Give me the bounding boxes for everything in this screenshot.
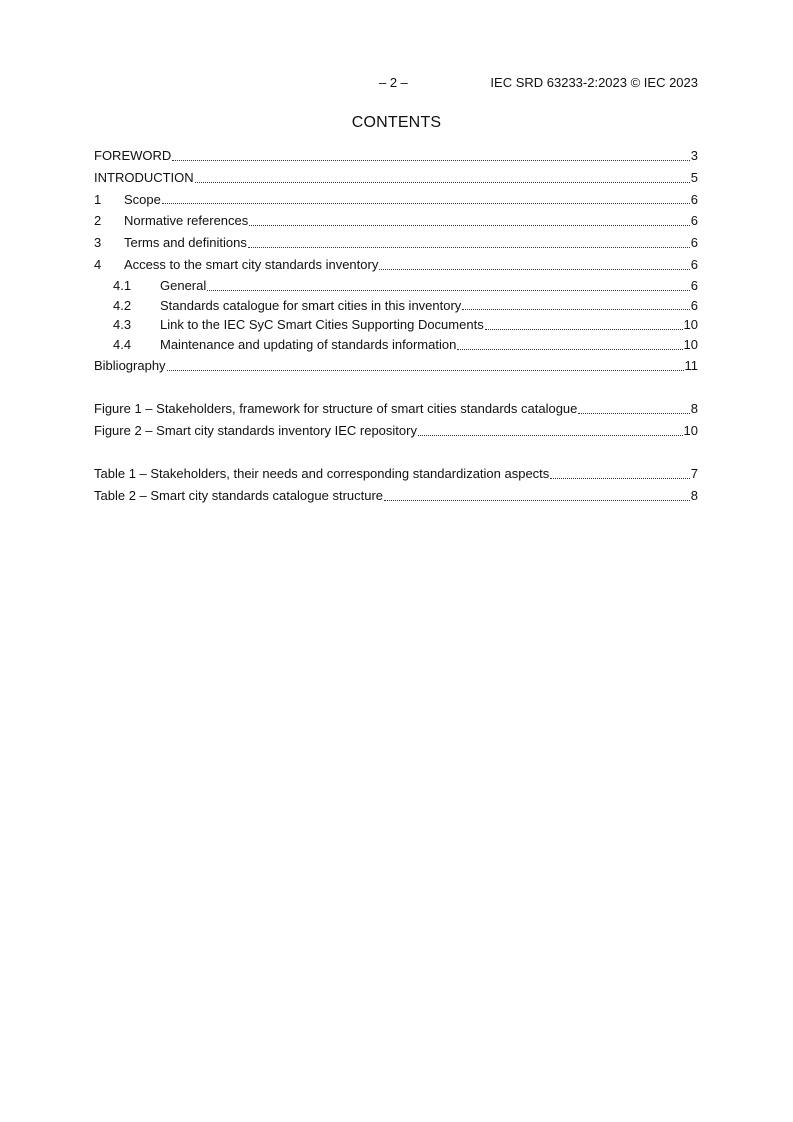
toc-entry-scope[interactable]	[94, 189, 698, 211]
toc-entry-page: 10	[683, 337, 698, 353]
toc-entry-number: 1	[94, 191, 102, 207]
toc-entry-label: Standards catalogue for smart cities in this inventory	[160, 297, 462, 313]
toc-dot-leader	[578, 412, 689, 414]
list-of-figures	[94, 398, 698, 442]
toc-entry-page: 3	[690, 148, 698, 163]
toc-dot-leader	[457, 348, 682, 350]
toc-entry-standards-catalogue[interactable]	[94, 296, 698, 316]
toc-entry-label: Access to the smart city standards inventory	[124, 256, 379, 272]
toc-dot-leader	[248, 246, 690, 248]
toc-entry-label: Link to the IEC SyC Smart Cities Supporting Documents	[160, 317, 484, 333]
toc-dot-leader	[167, 369, 684, 371]
toc-entry-label: INTRODUCTION	[94, 169, 194, 185]
toc-entry-page: 6	[690, 256, 698, 272]
toc-entry-number: 4.3	[113, 317, 132, 333]
toc-entry-label: Maintenance and updating of standards information	[160, 337, 457, 353]
toc-dot-leader	[418, 434, 683, 436]
toc-entry-label: Normative references	[124, 213, 249, 229]
toc-entry-terms-and-definitions[interactable]	[94, 232, 698, 254]
toc-entry-number: 2	[94, 213, 102, 229]
page-number: – 2 –	[379, 75, 408, 90]
toc-entry-label: Terms and definitions	[124, 235, 247, 251]
figure-entry-2[interactable]	[94, 420, 698, 442]
toc-dot-leader	[485, 328, 683, 330]
toc-entry-label: Scope	[124, 191, 161, 207]
toc-entry-maintenance[interactable]	[94, 335, 698, 355]
toc-entry-normative-references[interactable]	[94, 210, 698, 232]
contents-title: CONTENTS	[351, 114, 442, 131]
figure-entry-1[interactable]	[94, 398, 698, 420]
toc-dot-leader	[550, 477, 689, 479]
toc-entry-number: 4.4	[113, 337, 132, 353]
toc-dot-leader	[379, 268, 689, 270]
toc-entry-label: Bibliography	[94, 357, 166, 373]
toc-entry-page: 6	[690, 297, 698, 313]
list-of-tables	[94, 463, 698, 507]
toc-entry-foreword[interactable]	[94, 145, 698, 167]
toc-dot-leader	[207, 289, 690, 291]
toc-entry-page: 6	[690, 213, 698, 229]
toc-entry-number: 3	[94, 235, 102, 251]
figure-entry-page: 10	[683, 422, 698, 438]
toc-dot-leader	[462, 308, 689, 310]
table-entry-label: Table 2 – Smart city standards catalogue structure	[94, 487, 384, 503]
toc-entry-label: General	[160, 277, 207, 293]
toc-entry-label: FOREWORD	[94, 148, 172, 163]
table-entry-page: 7	[690, 466, 698, 481]
toc-entry-number: 4	[94, 256, 102, 272]
table-entry-page: 8	[690, 487, 698, 503]
toc-entry-page: 6	[690, 277, 698, 293]
table-entry-1[interactable]	[94, 463, 698, 485]
table-entry-2[interactable]	[94, 485, 698, 507]
toc-entry-page: 11	[684, 357, 698, 373]
toc-entry-page: 5	[690, 169, 698, 185]
toc-dot-leader	[172, 159, 689, 161]
toc-entry-general[interactable]	[94, 276, 698, 296]
toc-dot-leader	[162, 202, 690, 204]
toc-entry-introduction[interactable]	[94, 167, 698, 189]
toc-entry-page: 6	[690, 235, 698, 251]
toc-dot-leader	[249, 224, 689, 226]
figure-entry-label: Figure 2 – Smart city standards inventory IEC repository	[94, 422, 417, 438]
toc-entry-page: 6	[690, 191, 698, 207]
page-header	[94, 75, 698, 93]
toc-dot-leader	[195, 181, 690, 183]
toc-entry-bibliography[interactable]	[94, 355, 698, 377]
figure-entry-page: 8	[690, 401, 698, 416]
toc-entry-number: 4.2	[113, 297, 132, 313]
document-identifier: IEC SRD 63233-2:2023 © IEC 2023	[490, 75, 698, 90]
toc-entry-link-supporting-documents[interactable]	[94, 315, 698, 335]
table-entry-label: Table 1 – Stakeholders, their needs and corresponding standardization aspects	[94, 466, 550, 481]
toc-entry-access[interactable]	[94, 254, 698, 276]
toc-entry-number: 4.1	[113, 277, 132, 293]
toc-entry-page: 10	[683, 317, 698, 333]
figure-entry-label: Figure 1 – Stakeholders, framework for structure of smart cities standards catalogue	[94, 401, 578, 416]
table-of-contents	[94, 145, 698, 377]
toc-dot-leader	[384, 499, 690, 501]
